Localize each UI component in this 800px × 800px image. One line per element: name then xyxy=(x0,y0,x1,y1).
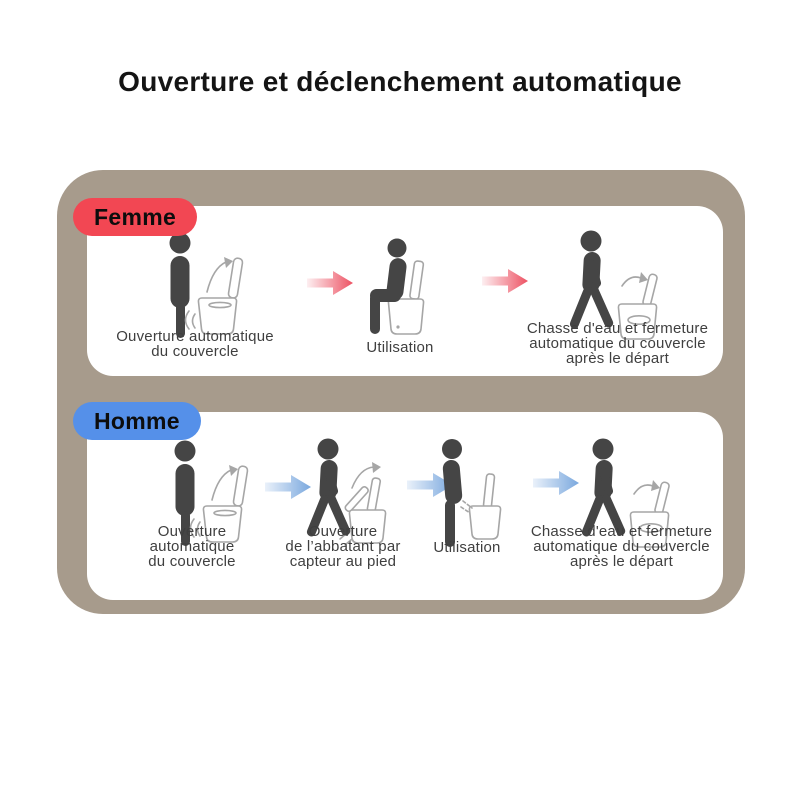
red-arrow-icon xyxy=(307,270,353,296)
femme-badge: Femme xyxy=(73,198,197,236)
toilet-lid-opening-icon xyxy=(186,257,244,334)
homme-badge: Homme xyxy=(73,402,201,440)
page-title: Ouverture et déclenchement automatique xyxy=(118,66,682,97)
homme-step4-label: Chasse d'eau et fermeture automatique du couvercle après le départ xyxy=(530,523,713,570)
homme-step2-label: Ouverture de l’abbatant par capteur au pied xyxy=(285,523,401,570)
femme-step2-label: Utilisation xyxy=(366,339,434,356)
toilet-icon xyxy=(461,474,501,539)
person-walking-icon xyxy=(569,231,615,330)
femme-step3-label: Chasse d'eau et fermeture automatique du couvercle après le départ xyxy=(526,320,709,367)
person-standing-icon xyxy=(442,439,463,547)
red-arrow-icon xyxy=(482,268,528,294)
person-standing-icon xyxy=(170,233,191,339)
femme-step2-icon xyxy=(362,237,442,345)
homme-step3-label: Utilisation xyxy=(433,539,501,556)
homme-step1-label: Ouverture automatique du couvercle xyxy=(148,523,236,570)
femme-step1-label: Ouverture automatique du couvercle xyxy=(116,328,274,360)
